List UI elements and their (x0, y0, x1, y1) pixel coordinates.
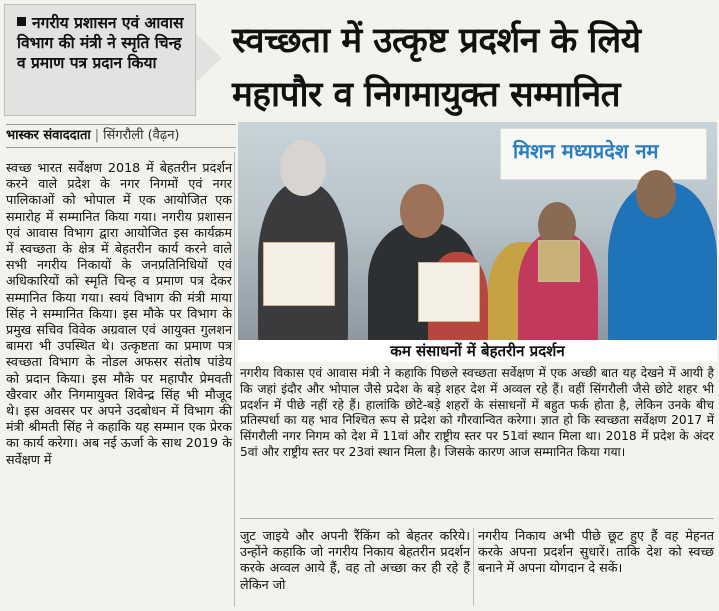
kicker-box (4, 4, 196, 116)
bottom-column-1: जुट जाइये और अपनी रैंकिंग को बेहतर करिये। उन्होंने कहाकि जो नगरीय निकाय बेहतरीन प्रदर्शन करके अव्वल आये हैं, वह तो अच्छा कर ही रहे हैं लेकिन जो (240, 528, 470, 592)
kicker-text (17, 13, 187, 73)
kicker-arrow-icon (196, 34, 222, 82)
bullet-icon (17, 17, 26, 26)
photo-plaque (538, 240, 580, 282)
photo-certificate-2 (418, 262, 480, 322)
bottom-column-2: नगरीय निकाय अभी पीछे छूट हुए हैं वह मेहनत करके अपना प्रदर्शन सुधारें। ताकि देश को स्वच्छ बनाने में अपना योगदान दे सकें। (478, 528, 714, 576)
photo-person-2-head (400, 184, 444, 238)
byline-separator: | (94, 128, 100, 143)
photo-person-6-head (636, 170, 676, 218)
photo-person-1-head (280, 140, 326, 196)
photo-certificate-1 (263, 242, 335, 306)
headline-line-2: महापौर व निगमायुक्त सम्मानित (232, 75, 621, 115)
column-divider (234, 152, 235, 607)
middle-paragraph: नगरीय विकास एवं आवास मंत्री ने कहाकि पिछले स्वच्छता सर्वेक्षण में एक अच्छी बात यह देखने में आयी है कि जहां इंदौर और भोपाल जैसे प्रदेश के बड़े शहर देश में अव्वल रहे हैं। वहीं सिंगरौली जैसे छोटे शहर भी प्रदर्शन में पीछे नहीं रहे हैं। हालांकि छोटे-बड़े शहरों के संसाधनों में बहुत फर्क होता है, लेकिन उनके बीच प्रतिस्पर्धा का यह भाव निश्चित रूप से प्रदेश को गौरवान्वित करेगा। ज्ञात हो कि स्वच्छता सर्वेक्षण 2017 में सिंगरौली नगर निगम को देश में 11वां और राष्ट्रीय स्तर पर 51वां स्थान मिला था। 2018 में प्रदेश के अंदर 5वां और राष्ट्रीय स्तर पर 23वां स्थान मिला है। जिसके कारण आज सम्मानित किया गया। (240, 366, 714, 459)
photo-banner-text: मिशन मध्यप्रदेश नम (513, 139, 659, 163)
photo-caption: कम संसाधनों में बेहतरीन प्रदर्शन (238, 340, 717, 362)
section-divider (240, 518, 714, 519)
news-photo (238, 122, 717, 340)
bottom-column-divider (473, 528, 474, 606)
photo-banner (500, 128, 707, 180)
kicker-label: नगरीय प्रशासन एवं आवास विभाग की मंत्री ने स्मृति चिन्ह व प्रमाण पत्र प्रदान किया (17, 14, 184, 72)
left-column-text: स्वच्छ भारत सर्वेक्षण 2018 में बेहतरीन प्रदर्शन करने वाले प्रदेश के नगर निगमों एवं नगर पालिकाओं को भोपाल में एक आयोजित एक समारोह में सम्मानित किया गया। नगरीय प्रशासन एवं आवास विभाग द्वारा आयोजित इस कार्यक्रम में स्वच्छता के क्षेत्र में बेहतरीन कार्य करने वाले सभी नगरीय निकायों के जनप्रतिनिधियों एवं अधिकारियों को स्मृति चिन्ह व प्रमाण पत्र देकर सम्मानित किया गया। स्वयं विभाग की मंत्री माया सिंह ने सम्मानित किया। इस मौके पर विभाग के प्रमुख सचिव विवेक अग्रवाल एवं आयुक्त गुलशन बामरा भी उपस्थित थे। उत्कृष्टता का प्रमाण पत्र स्वच्छता विभाग के नोडल अफसर संतोष पांडेय को प्रदान किया। इस मौके पर महापौर प्रेमवती खैरवार और निगमायुक्त शिवेन्द्र सिंह भी मौजूद थे। इस अवसर पर अपने उदबोधन में विभाग की मंत्री श्रीमती सिंह ने कहाकि यह सम्मान एक प्रेरक का कार्य करेगा। अब नई ऊर्जा के साथ 2019 के सर्वेक्षण में (6, 160, 232, 467)
byline-location: सिंगरौली (वैढ़न) (103, 128, 180, 143)
headline-line-1: स्वच्छता में उत्कृष्ट प्रदर्शन के लिये (232, 21, 641, 61)
byline-reporter: भास्कर संवाददाता (6, 128, 91, 143)
byline (6, 124, 236, 148)
